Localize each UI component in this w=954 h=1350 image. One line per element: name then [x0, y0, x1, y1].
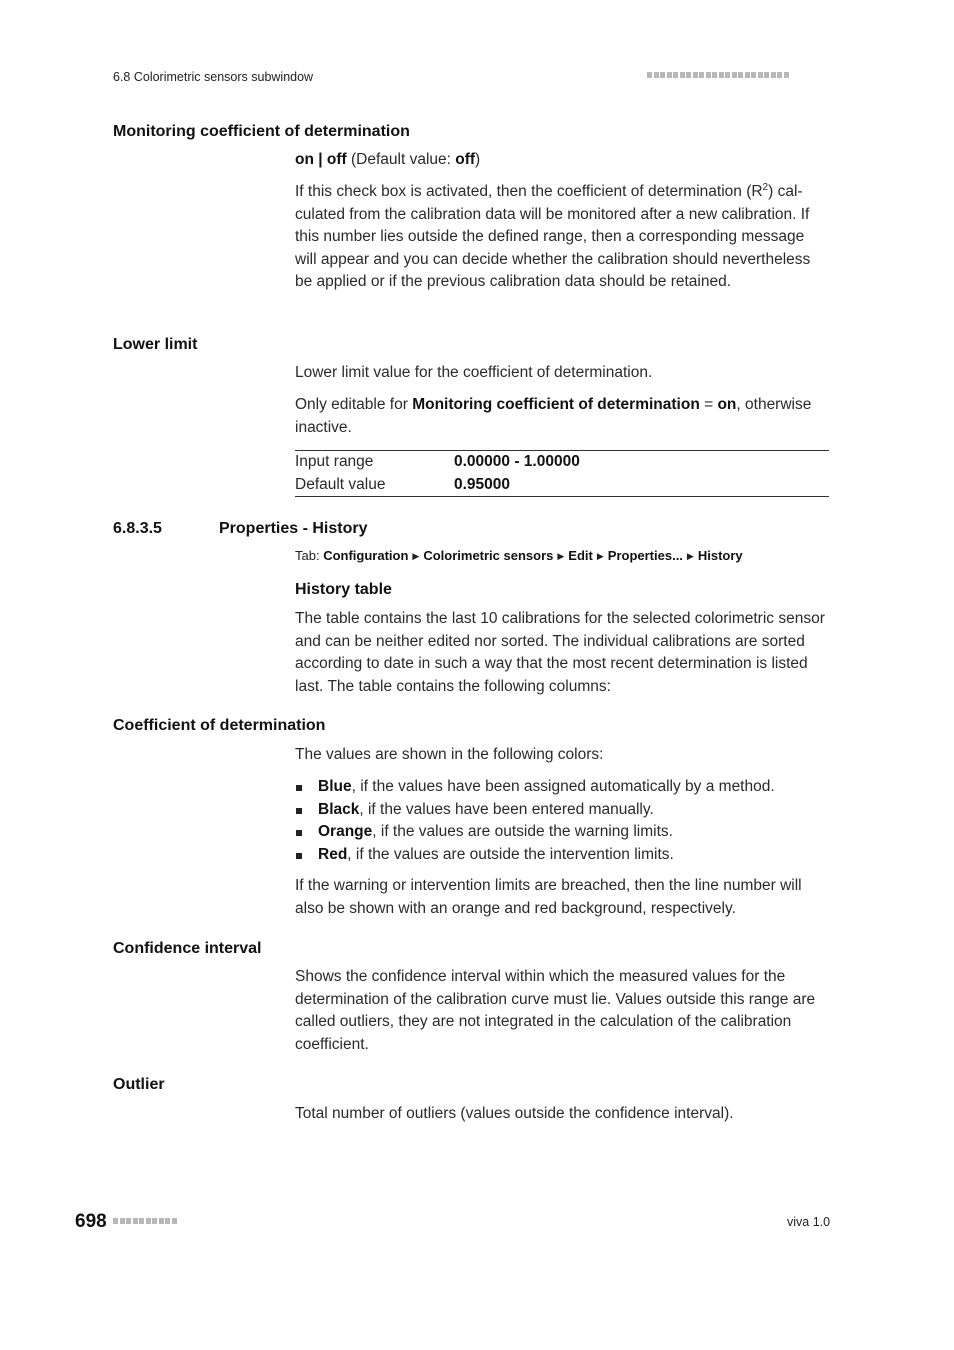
onoff-values: on | off [295, 151, 347, 168]
param-value: 0.00000 - 1.00000 [454, 453, 580, 471]
monitoring-options: on | off (Default value: off) [295, 151, 481, 168]
term-lower-limit: Lower limit [113, 336, 198, 353]
list-item: Black, if the values have been entered manually. [295, 799, 829, 822]
triangle-right-icon: ▶ [557, 551, 565, 561]
table-row [295, 474, 829, 497]
table-row [295, 451, 829, 474]
triangle-right-icon: ▶ [686, 551, 694, 561]
page-number: 698 [75, 1211, 107, 1232]
breadcrumb-item: History [697, 548, 743, 563]
triangle-right-icon: ▶ [596, 551, 604, 561]
coef-det-intro: The values are shown in the following colors: [295, 746, 604, 763]
breadcrumb-item: Properties... [607, 548, 683, 563]
term-monitoring-coefficient: Monitoring coefficient of determination [113, 123, 410, 140]
running-header-section: 6.8 Colorimetric sensors subwindow [113, 70, 314, 84]
breadcrumb-item: Configuration [323, 548, 409, 563]
param-label: Default value [295, 475, 386, 493]
triangle-right-icon: ▶ [412, 551, 420, 561]
term-outlier: Outlier [113, 1076, 165, 1093]
term-confidence-interval: Confidence interval [113, 940, 262, 957]
section-number: 6.8.3.5 [113, 520, 162, 537]
list-item: Red, if the values are outside the intervention limits. [295, 844, 829, 867]
monitoring-description: If this check box is activated, then the coefficient of determination $(R^2)$ calculated from the calibration data will be monitored after a new calibration. If this number lies outside the defined range, then a corresponding message will appear and you can decide whether the calibration should nevertheless be applied or if the previous calibration data should be retained. [295, 181, 811, 290]
coef-det-note: If the warning or intervention limits are breached, then the line number will also be shown with an orange and red background, respectively. [295, 877, 802, 917]
outlier-description: Total number of outliers (values outside the confidence interval). [295, 1105, 734, 1122]
section-title: Properties - History [219, 520, 368, 537]
confidence-description: Shows the confidence interval within which the measured values for the determination of the calibration curve must lie. Values outside this range are called outliers, they are not integrated in the calculation of the calibration coefficient. [295, 968, 816, 1053]
param-label: Input range [295, 453, 374, 471]
footer-decoration [113, 1218, 177, 1226]
history-table-description: The table contains the last 10 calibrations for the selected colorimetric sensor and can be neither edited nor sorted. The individual calibrations are sorted according to date in such a way that the most recent determination is listed last. The table contains the following columns: [295, 610, 825, 695]
color-list [295, 776, 829, 866]
history-table-heading: History table [295, 581, 392, 598]
breadcrumb-item: Colorimetric sensors [423, 548, 554, 563]
list-item: Orange, if the values are outside the warning limits. [295, 821, 829, 844]
list-item: Blue, if the values have been assigned automatically by a method. [295, 776, 829, 799]
product-name: viva 1.0 [787, 1215, 831, 1229]
lower-limit-editable-note: Only editable for Monitoring coefficient of determination = on, otherwise inactive. [295, 396, 812, 436]
parameter-table [295, 450, 829, 497]
param-value: 0.95000 [454, 475, 511, 493]
breadcrumb: Tab: Configuration ▶ Colorimetric sensors ▶ Edit ▶ Properties... ▶ History [295, 548, 743, 563]
lower-limit-description: Lower limit value for the coefficient of determination. [295, 364, 653, 381]
header-decoration [647, 72, 789, 80]
breadcrumb-item: Edit [568, 548, 593, 563]
default-value: off [455, 151, 476, 168]
term-coefficient-of-determination: Coefficient of determination [113, 717, 326, 734]
